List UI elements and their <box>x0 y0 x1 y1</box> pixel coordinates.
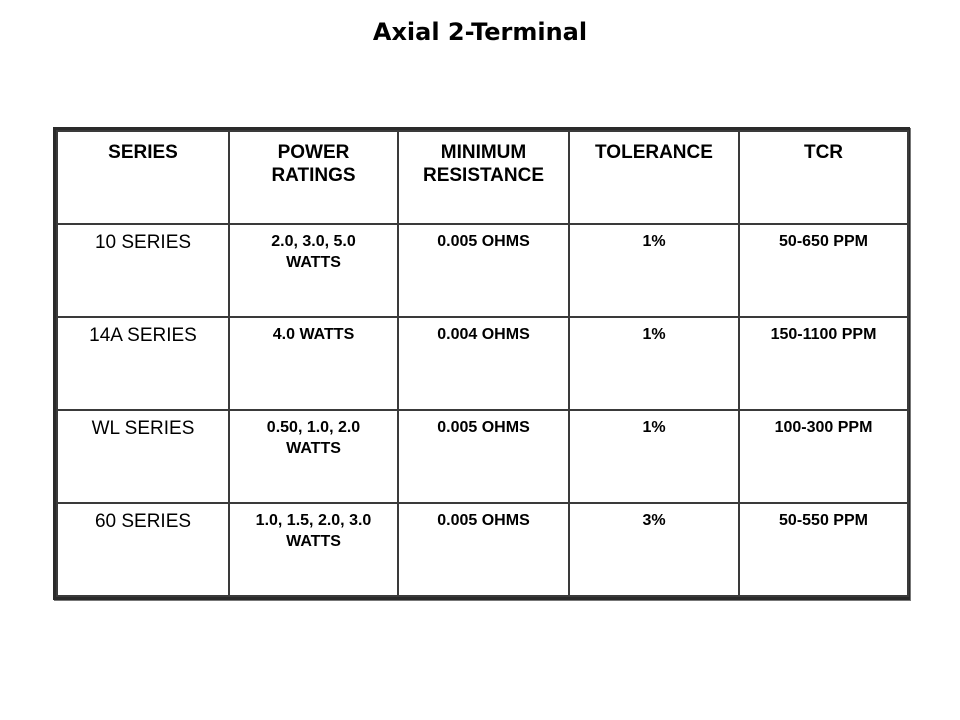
cell-text: WATTS <box>286 254 341 271</box>
cell-text: 0.50, 1.0, 2.0 <box>266 419 361 436</box>
cell-text: 4.0 WATTS <box>272 326 355 343</box>
cell-min-resistance: 0.004 OHMS <box>398 317 569 410</box>
cell-power-ratings <box>229 410 398 503</box>
spec-table <box>56 130 909 597</box>
table-row <box>57 410 908 503</box>
slide-title: Axial 2-Terminal <box>372 18 588 46</box>
header-text: TOLERANCE <box>595 142 713 163</box>
cell-text: 1.0, 1.5, 2.0, 3.0 <box>255 512 372 529</box>
cell-tcr: 50-650 PPM <box>739 224 908 317</box>
header-series <box>57 131 229 224</box>
cell-series: WL SERIES <box>57 410 229 503</box>
header-power-ratings <box>229 131 398 224</box>
table-row <box>57 224 908 317</box>
cell-tcr: 100-300 PPM <box>739 410 908 503</box>
header-text: RESISTANCE <box>422 165 545 186</box>
header-tolerance <box>569 131 739 224</box>
header-text: RATINGS <box>271 165 356 186</box>
table-row <box>57 503 908 596</box>
cell-text: WATTS <box>286 533 341 550</box>
cell-tolerance: 1% <box>569 317 739 410</box>
cell-tolerance: 1% <box>569 410 739 503</box>
table-row <box>57 317 908 410</box>
cell-series: 14A SERIES <box>57 317 229 410</box>
cell-series: 60 SERIES <box>57 503 229 596</box>
spec-table-frame <box>53 127 910 600</box>
header-text: TCR <box>803 142 844 163</box>
cell-tolerance: 1% <box>569 224 739 317</box>
header-minimum-resistance <box>398 131 569 224</box>
cell-tcr: 150-1100 PPM <box>739 317 908 410</box>
header-row <box>57 131 908 224</box>
cell-tolerance: 3% <box>569 503 739 596</box>
cell-series: 10 SERIES <box>57 224 229 317</box>
header-text: POWER <box>277 142 350 163</box>
cell-tcr: 50-550 PPM <box>739 503 908 596</box>
cell-min-resistance: 0.005 OHMS <box>398 503 569 596</box>
cell-min-resistance: 0.005 OHMS <box>398 410 569 503</box>
header-text: MINIMUM <box>440 142 527 163</box>
cell-min-resistance: 0.005 OHMS <box>398 224 569 317</box>
cell-power-ratings <box>229 317 398 410</box>
cell-power-ratings <box>229 503 398 596</box>
cell-text: 2.0, 3.0, 5.0 <box>271 233 356 250</box>
header-text: SERIES <box>108 142 178 163</box>
cell-text: WATTS <box>286 440 341 457</box>
cell-power-ratings <box>229 224 398 317</box>
header-tcr <box>739 131 908 224</box>
